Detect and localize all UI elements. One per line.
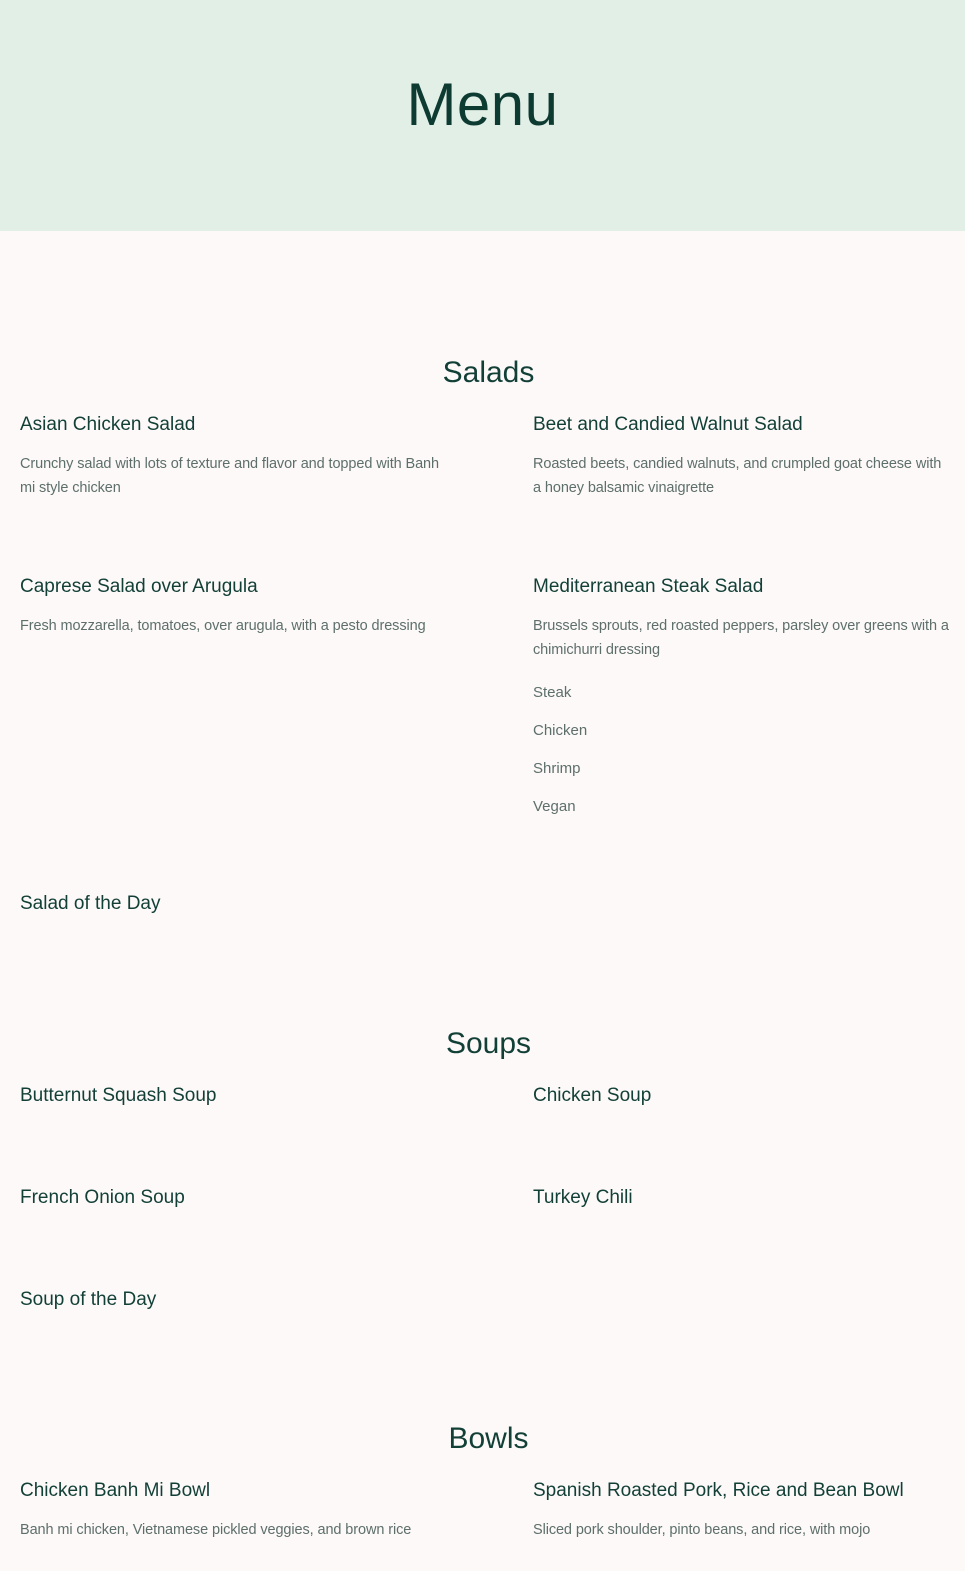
menu-item-description: Banh mi chicken, Vietnamese pickled veggies, and brown rice: [20, 1522, 412, 1538]
section-title-bowls: Bowls: [448, 1422, 529, 1455]
menu-item-name: Chicken Banh Mi Bowl: [20, 1480, 211, 1501]
menu-option-shrimp: Shrimp: [533, 760, 581, 777]
menu-item-name: Soup of the Day: [20, 1289, 157, 1310]
menu-item-description: Brussels sprouts, red roasted peppers, parsley over greens with a chimichurri dressing: [533, 618, 949, 658]
menu-item-name: Butternut Squash Soup: [20, 1085, 217, 1106]
section-title-soups: Soups: [445, 1027, 532, 1060]
section-title-salads: Salads: [442, 356, 535, 389]
menu-item-soup-of-the-day: [20, 1288, 156, 1312]
menu-item-asian-chicken-salad: [20, 413, 440, 500]
menu-option-vegan: Vegan: [533, 798, 576, 815]
menu-item-name: Spanish Roasted Pork, Rice and Bean Bowl: [533, 1480, 904, 1501]
menu-item-name: Turkey Chili: [533, 1187, 633, 1208]
menu-item-name: Asian Chicken Salad: [20, 414, 196, 435]
menu-item-mediterranean-steak-salad: [533, 575, 953, 662]
menu-option-steak: Steak: [533, 684, 572, 701]
menu-item-description: Sliced pork shoulder, pinto beans, and rice, with mojo: [533, 1522, 871, 1538]
menu-item-name: Caprese Salad over Arugula: [20, 576, 258, 597]
menu-item-turkey-chili: [533, 1186, 633, 1210]
menu-item-description: Roasted beets, candied walnuts, and crumpled goat cheese with a honey balsamic vinaigrette: [533, 456, 942, 496]
menu-header-banner: [0, 0, 965, 231]
menu-item-description: Crunchy salad with lots of texture and flavor and topped with Banh mi style chicken: [20, 456, 439, 496]
menu-item-salad-of-the-day: [20, 892, 160, 916]
menu-item-caprese-salad: [20, 575, 460, 638]
page-title: Menu: [406, 71, 559, 138]
menu-item-name: Salad of the Day: [20, 893, 161, 914]
menu-item-spanish-pork-bowl: [533, 1479, 953, 1542]
menu-item-description: Fresh mozzarella, tomatoes, over arugula, with a pesto dressing: [20, 618, 426, 634]
menu-item-chicken-soup: [533, 1084, 651, 1108]
menu-item-butternut-squash-soup: [20, 1084, 216, 1108]
menu-item-chicken-banh-mi-bowl: [20, 1479, 460, 1542]
menu-item-name: French Onion Soup: [20, 1187, 185, 1208]
menu-item-name: Beet and Candied Walnut Salad: [533, 414, 803, 435]
menu-item-name: Mediterranean Steak Salad: [533, 576, 764, 597]
menu-item-beet-walnut-salad: [533, 413, 953, 500]
menu-item-name: Chicken Soup: [533, 1085, 652, 1106]
menu-item-french-onion-soup: [20, 1186, 185, 1210]
menu-option-chicken: Chicken: [533, 722, 588, 739]
